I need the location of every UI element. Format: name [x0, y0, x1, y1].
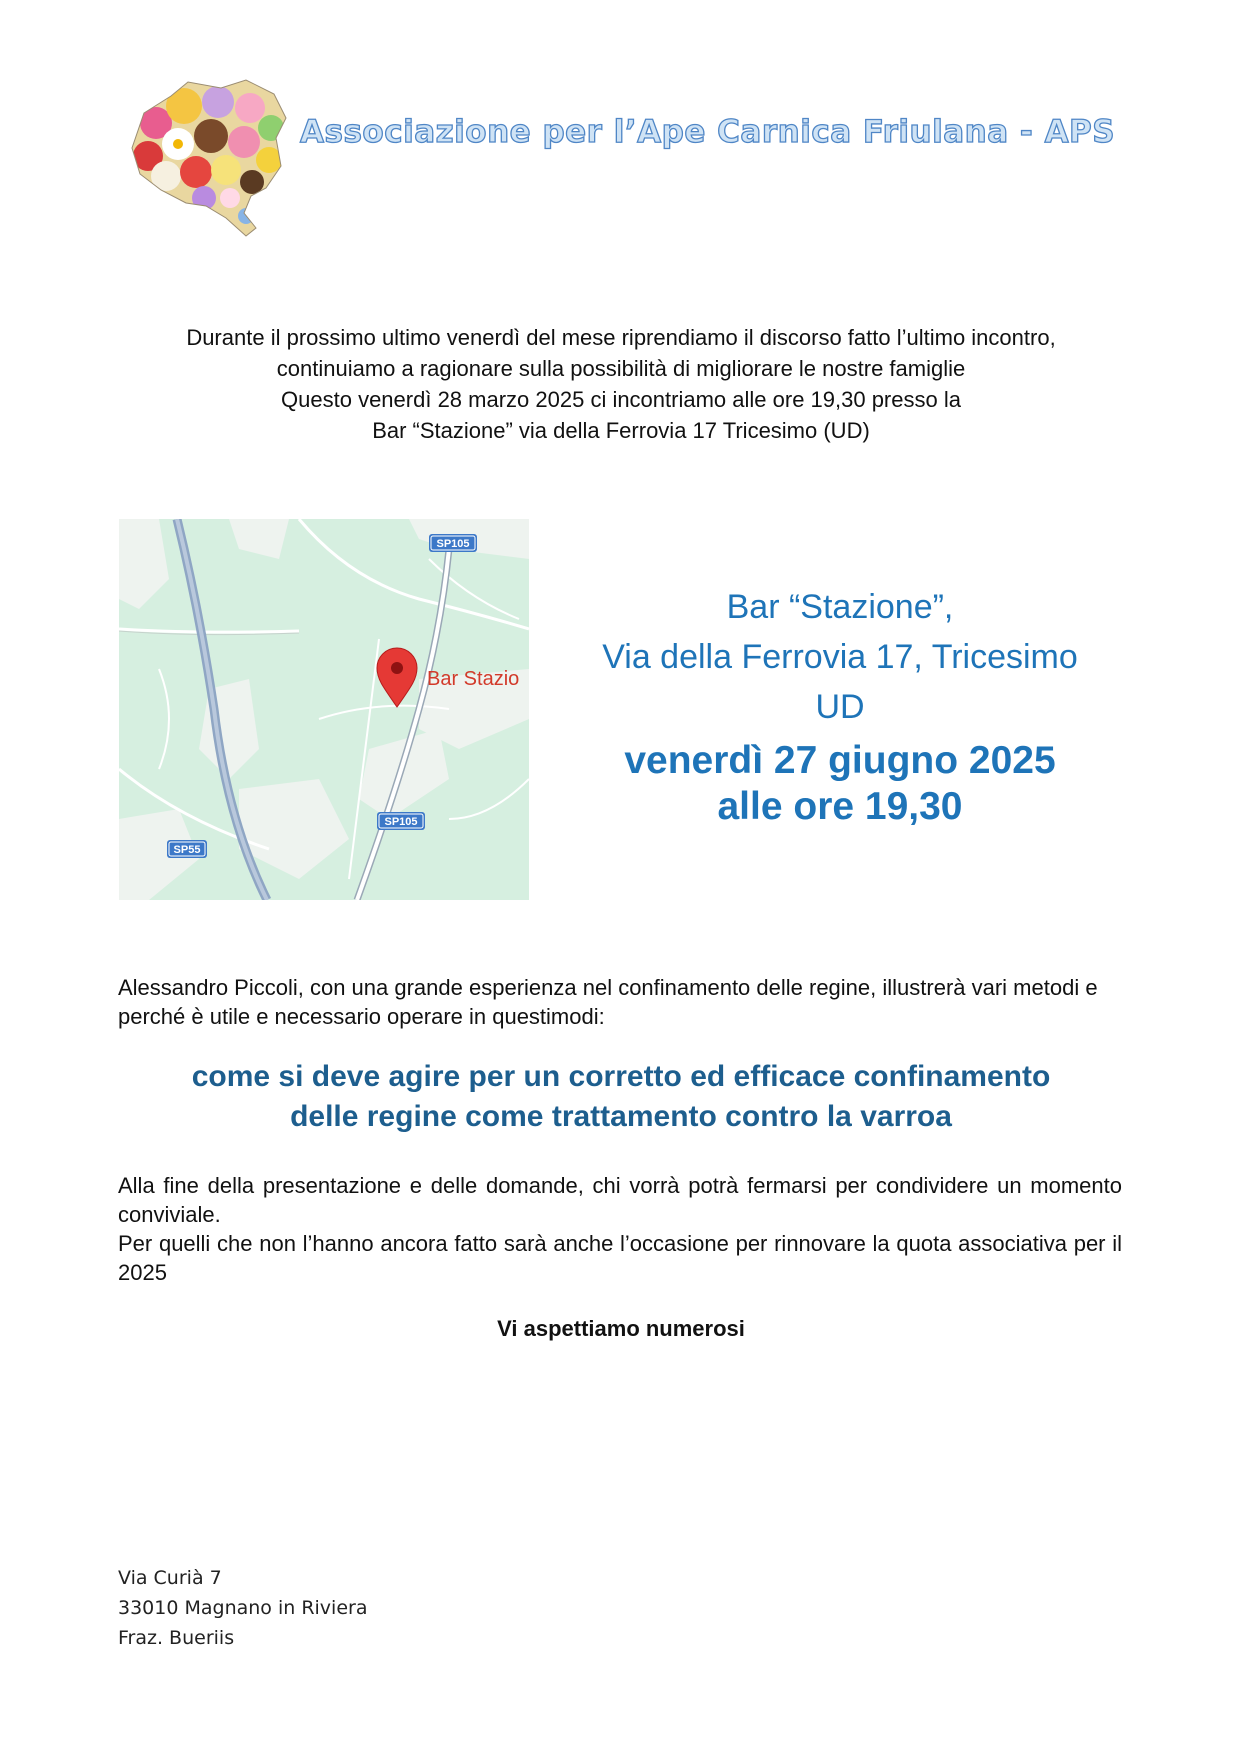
footer-line: 33010 Magnano in Riviera: [118, 1597, 368, 1619]
venue-name: Bar “Stazione”,: [726, 588, 954, 626]
closing-text: [118, 1171, 1122, 1287]
venue-info: [540, 582, 1140, 830]
location-map: [119, 519, 529, 900]
closing-paragraph: Per quelli che non l’hanno ancora fatto sarà anche l’occasione per rinnovare la quota associativa per il 2025: [118, 1231, 1122, 1285]
topic-line: come si deve agire per un corretto ed efficace confinamento: [191, 1060, 1051, 1093]
speaker-paragraph: Alessandro Piccoli, con una grande esperienza nel confinamento delle regine, illustrerà vari metodi e perché è utile e necessario operare in questimodi:: [118, 975, 1098, 1029]
road-shield-sp105-bottom: [377, 812, 425, 830]
intro-line: Durante il prossimo ultimo venerdì del mese riprendiamo il discorso fatto l’ultimo incontro,: [186, 325, 1056, 350]
road-shield-sp55: [167, 840, 207, 858]
intro-line: Bar “Stazione” via della Ferrovia 17 Tricesimo (UD): [372, 418, 870, 443]
road-label: SP55: [173, 844, 201, 856]
event-date: venerdì 27 giugno 2025: [624, 739, 1056, 782]
road-label: SP105: [384, 816, 418, 828]
intro-line: continuiamo a ragionare sulla possibilità di migliorare le nostre famiglie: [276, 356, 966, 381]
footer-address: [118, 1563, 367, 1653]
venue-address: Via della Ferrovia 17, Tricesimo: [602, 638, 1078, 676]
footer-line: Via Curià 7: [118, 1567, 222, 1589]
intro-line: Questo venerdì 28 marzo 2025 ci incontriamo alle ore 19,30 presso la: [281, 387, 961, 412]
map-pin-label: Bar Stazio: [427, 668, 520, 690]
topic-heading: [106, 1057, 1136, 1137]
venue-province: UD: [815, 688, 865, 726]
footer-line: Fraz. Bueriis: [118, 1627, 235, 1649]
flower-map-logo-icon: [126, 78, 296, 240]
intro-paragraph: [106, 322, 1136, 446]
road-label: SP105: [436, 538, 470, 550]
closing-paragraph: Alla fine della presentazione e delle domande, chi vorrà potrà fermarsi per condividere un momento conviviale.: [118, 1173, 1122, 1227]
event-time: alle ore 19,30: [717, 785, 963, 828]
greeting: Vi aspettiamo numerosi: [497, 1316, 745, 1341]
road-shield-sp105-top: [429, 534, 477, 552]
topic-line: delle regine come trattamento contro la varroa: [290, 1100, 952, 1133]
organization-title: Associazione per l’Ape Carnica Friulana - APS: [300, 114, 1116, 150]
